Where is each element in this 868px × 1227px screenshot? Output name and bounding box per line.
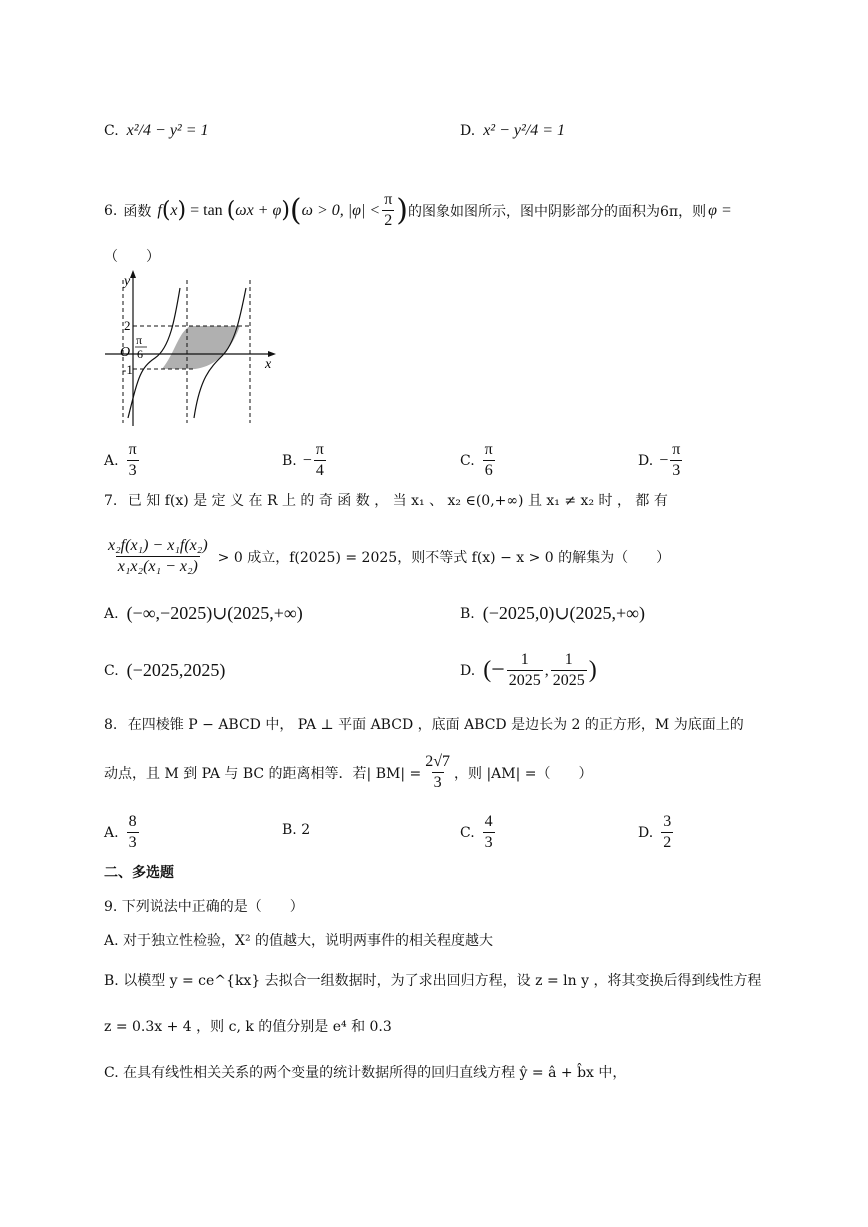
q6-b-frac: $\frac{\pi}{4}$ xyxy=(315,441,324,479)
q6-b-label: B. xyxy=(282,452,297,469)
q7-a-text: (−∞,−2025)∪(2025,+∞) xyxy=(126,603,303,623)
q6-option-a xyxy=(104,440,141,481)
q7-option-c xyxy=(104,660,225,681)
q7-line1 xyxy=(104,490,668,510)
q7-number: 7. xyxy=(104,493,118,509)
q8-c-label: C. xyxy=(460,824,475,841)
q6-a-frac: $\frac{\pi}{3}$ xyxy=(128,441,137,479)
q7-d-frac1: $\frac{1}{2025}$ xyxy=(508,651,541,689)
q8-line2 xyxy=(104,752,593,793)
q5-c-label: C. xyxy=(104,123,119,139)
graph-label-neg1: -1 xyxy=(122,362,133,377)
q6-paren: （ ） xyxy=(104,249,160,265)
q5-option-c xyxy=(104,122,209,140)
q7-option-b xyxy=(460,603,645,624)
q5-d-expr: x² − y²/4 = 1 xyxy=(483,122,566,139)
q8-line2-a: 动点，且 M 到 PA 与 BC 的距离相等．若| BM| = xyxy=(104,765,422,782)
q7-line2 xyxy=(104,536,670,577)
q6-option-c xyxy=(460,440,497,481)
q8-d-label: D. xyxy=(638,824,654,841)
q8-bm-fraction: $\frac{2√7}{3}$ xyxy=(425,753,451,791)
q8-line1 xyxy=(104,714,744,734)
q7-c-label: C. xyxy=(104,662,119,679)
q8-option-a xyxy=(104,812,141,853)
graph-label-y: y xyxy=(124,274,131,289)
q7-d-post: ) xyxy=(588,657,597,683)
q6-c-label: C. xyxy=(460,452,475,469)
q8-c-frac: $\frac{4}{3}$ xyxy=(484,813,493,851)
q7-condition-fraction: $\frac{\text{x₂f(x₁) − x₁f(x₂)}}{\text{x₁x₂(x₁ − x₂)}}$ xyxy=(108,537,208,575)
q8-d-frac: $\frac{3}{2}$ xyxy=(663,813,672,851)
q6-d-label: D. xyxy=(638,452,654,469)
q7-c-text: (−2025,2025) xyxy=(126,660,226,680)
graph-label-2: 2 xyxy=(124,318,131,333)
q9-stem: 9. 下列说法中正确的是（ ） xyxy=(104,899,304,915)
q6-b-sign: − xyxy=(302,451,312,469)
q6-number: 6. xyxy=(104,202,118,219)
q7-d-frac2: $\frac{1}{2025}$ xyxy=(552,651,585,689)
q6-option-d xyxy=(638,440,684,481)
q7-line1-text: 已 知 f(x) 是 定 义 在 R 上 的 奇 函 数 ， 当 x₁ 、 x₂ ∈(0,+∞) 且 x₁ ≠ x₂ 时 ， 都 有 xyxy=(127,493,668,509)
q7-option-a xyxy=(104,603,303,624)
q7-line2-text: > 0 成立，f(2025) = 2025，则不等式 f(x) − x > 0 的解集为（ ） xyxy=(217,549,671,566)
q5-option-d xyxy=(460,122,565,140)
q6-stem-c: φ = xyxy=(708,201,732,219)
q6-a-label: A. xyxy=(104,452,119,469)
q8-number: 8. xyxy=(104,717,118,733)
q7-b-label: B. xyxy=(460,605,475,622)
q6-d-sign: − xyxy=(659,451,669,469)
q5-c-expr: x²/4 − y² = 1 xyxy=(126,122,209,139)
q8-option-c xyxy=(460,812,497,853)
q8-line1-text: 在四棱锥 P − ABCD 中， PA ⊥ 平面 ABCD ，底面 ABCD 是边长为 2 的正方形，M 为底面上的 xyxy=(127,717,744,733)
q6-option-b xyxy=(282,440,328,481)
q9-option-a: A. 对于独立性检验，X² 的值越大，说明两事件的相关程度越大 xyxy=(104,933,494,949)
q9-option-b-line1: B. 以模型 y = ce^{kx} 去拟合一组数据时，为了求出回归方程，设 z = ln y ，将其变换后得到线性方程 xyxy=(104,973,762,989)
graph-label-origin: O xyxy=(120,345,131,360)
q7-b-text: (−2025,0)∪(2025,+∞) xyxy=(482,603,645,623)
q8-a-frac: $\frac{8}{3}$ xyxy=(128,813,137,851)
q6-stem-a: 函数 xyxy=(123,203,152,220)
tan-graph-figure xyxy=(100,268,280,428)
q9-option-c: C. 在具有线性相关关系的两个变量的统计数据所得的回归直线方程 ŷ = â + b̂x 中， xyxy=(104,1065,627,1081)
q6-stem: 6. 函数 f ( x ) = tan ( ωx + φ ) ( ω > 0, |φ| < $\frac{\pi}{2}$ ) 的图象如图所示，图中阴影部分的面积为6π，则 φ = xyxy=(104,191,732,229)
q8-a-label: A. xyxy=(104,824,119,841)
q7-a-label: A. xyxy=(104,605,119,622)
q6-pi-over-2: $\frac{\pi}{2}$ xyxy=(384,191,393,229)
q7-d-label: D. xyxy=(460,662,476,679)
q7-option-d: D. (− $\frac{1}{2025}$ , $\frac{1}{2025}$ ) xyxy=(460,651,597,689)
q6-c-frac: $\frac{\pi}{6}$ xyxy=(484,441,493,479)
q8-option-b: B. 2 xyxy=(282,822,311,838)
q8-option-d xyxy=(638,812,675,853)
q6-stem-b: 的图象如图所示，图中阴影部分的面积为6π，则 xyxy=(407,203,707,220)
graph-label-x: x xyxy=(265,357,272,372)
graph-label-pi: π xyxy=(136,333,143,347)
q6-d-frac: $\frac{\pi}{3}$ xyxy=(672,441,681,479)
q9-option-b-line2: z = 0.3x + 4 ，则 c, k 的值分别是 e⁴ 和 0.3 xyxy=(104,1019,392,1035)
q8-line2-b: ，则 |AM| =（ ） xyxy=(454,765,593,782)
q6-function: f xyxy=(157,201,162,219)
q5-d-label: D. xyxy=(460,123,476,139)
graph-label-six: 6 xyxy=(137,347,143,361)
q7-d-pre: (− xyxy=(483,657,505,683)
section-heading: 二、多选题 xyxy=(104,865,174,881)
